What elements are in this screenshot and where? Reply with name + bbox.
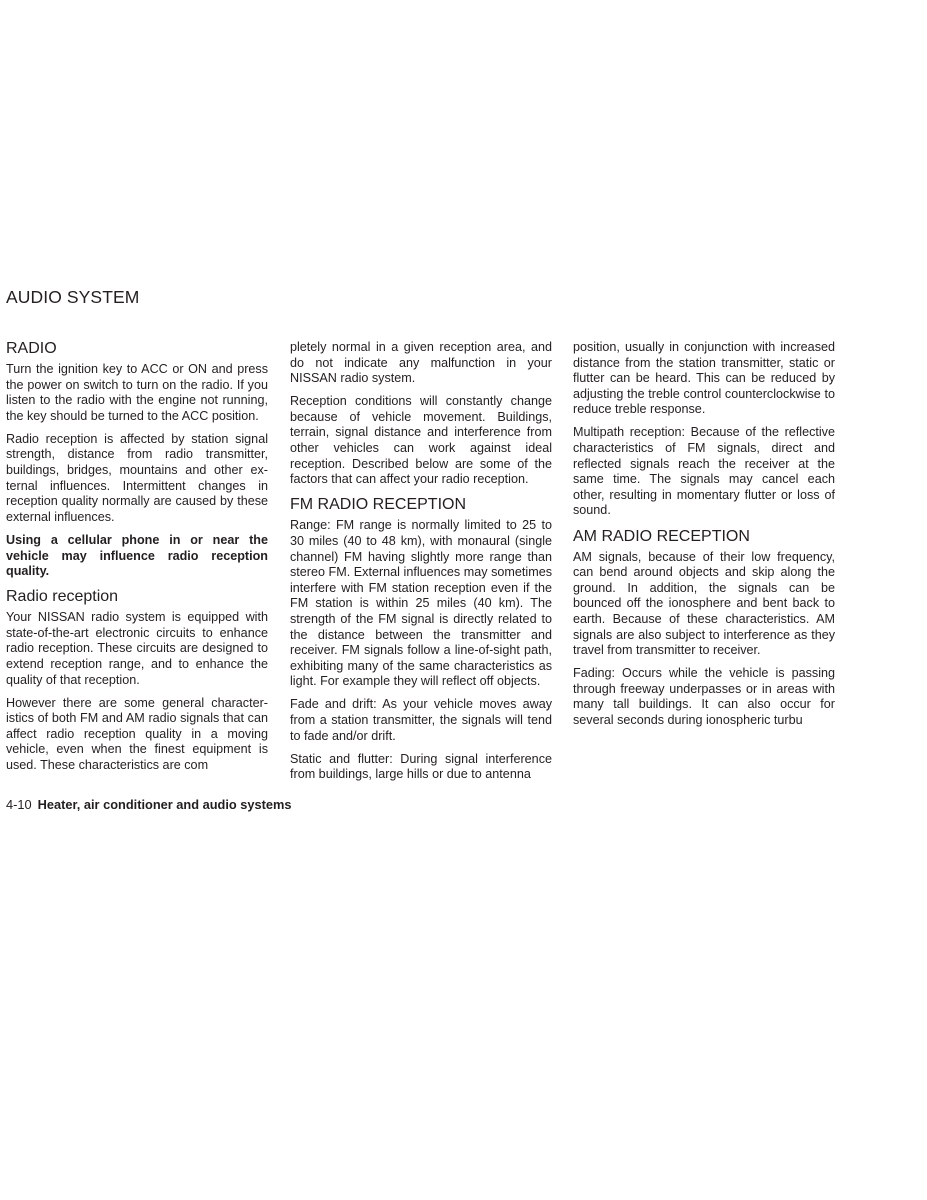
text-column-3 [573,340,835,736]
paragraph: Radio reception is affected by station signal strength, distance from radio transmitter, buildings, bridges, mountains and other external influences. Intermittent changes in reception quality normally are caused by these external influences. [6,431,268,524]
text-column-2 [290,340,552,790]
paragraph: Fade and drift: As your vehicle moves away from a station transmitter, the signals will tend to fade and/or drift. [290,697,552,743]
paragraph: pletely normal in a given reception area, and do not indicate any malfunction in your NISSAN radio system. [290,340,552,386]
section-title: AUDIO SYSTEM [6,287,140,307]
text-column-1 [6,340,268,781]
heading-radio: RADIO [6,340,57,357]
page-footer [6,797,292,812]
page-number: 4-10 [6,797,32,812]
heading-fm-radio-reception: FM RADIO RECEPTION [290,496,467,514]
paragraph: position, usually in conjunction with increased distance from the station transmitter, static or flutter can be heard. This can be reduced by adjusting the treble control counterclockwise to reduce treble response. [573,340,835,417]
paragraph: Range: FM range is normally limited to 25 to 30 miles (40 to 48 km), with monaural (single channel) FM having slightly more range than stereo FM. External influences may sometimes interfere with FM station reception even if the FM station is within 25 miles (40 km). The strength of the FM signal is directly related to the distance between the transmitter and receiver. FM signals follow a line-of-sight path, exhibiting many of the same characteristics as light. For example they will reflect off objects. [290,518,552,689]
paragraph: However there are some general characteristics of both FM and AM radio signals that can affect radio reception quality in a moving vehicle, even when the finest equipment is used. These characteristics are com [6,695,268,773]
chapter-title: Heater, air conditioner and audio systems [37,797,292,812]
paragraph: Multipath reception: Because of the reflective characteristics of FM signals, direct and reflected signals reach the receiver at the same time. The signals may cancel each other, resulting in momentary flutter or loss of sound. [573,425,835,518]
heading-radio-reception: Radio reception [6,588,119,606]
paragraph: Fading: Occurs while the vehicle is passing through freeway underpasses or in areas with many tall buildings. It can also occur for several seconds during ionospheric turbu [573,666,835,727]
paragraph: Your NISSAN radio system is equipped with state-of-the-art electronic circuits to enhance radio reception. These circuits are designed to extend reception range, and to enhance the quality of that reception. [6,610,268,687]
paragraph: Static and flutter: During signal interference from buildings, large hills or due to antenna [290,751,552,782]
paragraph: Reception conditions will constantly change because of vehicle movement. Buildings, terrain, signal distance and interference from other vehicles can work against ideal reception. Described below are some of the factors that can affect your radio reception. [290,394,552,487]
paragraph: Turn the ignition key to ACC or ON and press the power on switch to turn on the radio. If you listen to the radio with the engine not running, the key should be turned to the ACC position. [6,362,268,423]
heading-am-radio-reception: AM RADIO RECEPTION [573,527,750,545]
cellular-warning: Using a cellular phone in or near the vehicle may influence radio reception quality. [6,532,268,579]
paragraph: AM signals, because of their low frequency, can bend around objects and skip along the ground. In addition, the signals can be bounced off the ionosphere and bent back to earth. Because of these characteristics. AM signals are also subject to interference as they travel from transmitter to receiver. [573,549,835,658]
